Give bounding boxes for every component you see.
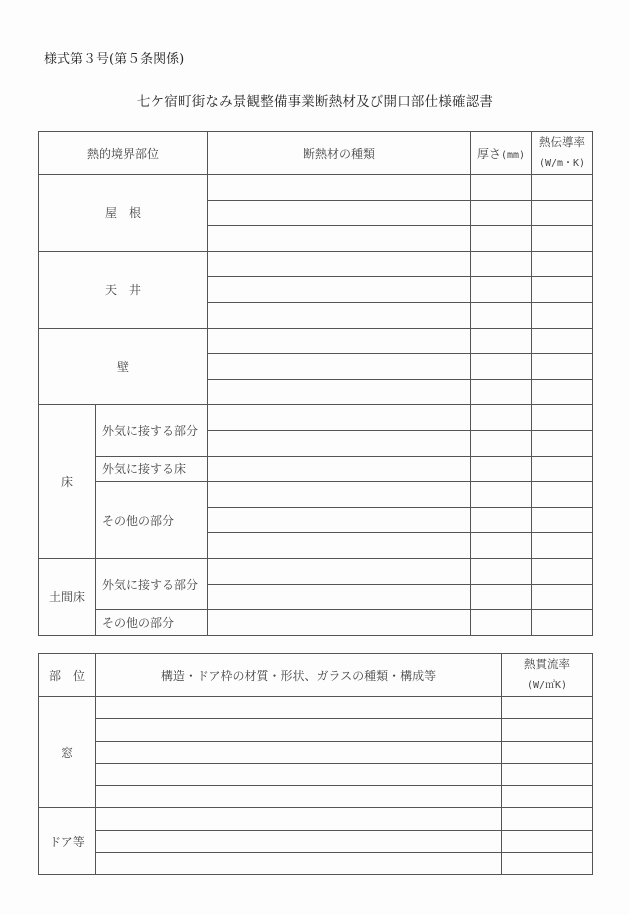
window-spec-cell[interactable]: [96, 697, 502, 719]
floor-conductivity-cell[interactable]: [532, 507, 593, 533]
window-spec-cell[interactable]: [96, 719, 502, 741]
section-wall: 壁: [39, 328, 208, 405]
roof-thickness-cell[interactable]: [471, 175, 532, 201]
header-thickness: 厚さ(mm): [471, 132, 532, 175]
header-insulation-type: 断熱材の種類: [208, 132, 471, 175]
floor-conductivity-cell[interactable]: [532, 533, 593, 559]
wall-thickness-cell[interactable]: [471, 379, 532, 405]
wall-material-cell[interactable]: [208, 379, 471, 405]
roof-thickness-cell[interactable]: [471, 226, 532, 252]
floor-material-cell[interactable]: [208, 430, 471, 456]
floor-material-cell[interactable]: [208, 507, 471, 533]
floor-conductivity-cell[interactable]: [532, 482, 593, 508]
document-title: 七ケ宿町街なみ景観整備事業断熱材及び開口部仕様確認書: [136, 94, 494, 110]
earth-floor-conductivity-cell[interactable]: [532, 610, 593, 636]
section-window: 窓: [39, 697, 96, 808]
wall-material-cell[interactable]: [208, 328, 471, 354]
floor-material-cell[interactable]: [208, 533, 471, 559]
ceiling-conductivity-cell[interactable]: [532, 302, 593, 328]
earth-floor-material-cell[interactable]: [208, 610, 471, 636]
window-spec-cell[interactable]: [96, 763, 502, 785]
header-conductivity: 熱伝導率 (W/m・K): [532, 132, 593, 175]
ceiling-material-cell[interactable]: [208, 251, 471, 277]
earth-floor-conductivity-cell[interactable]: [532, 558, 593, 584]
form-number: 様式第３号(第５条関係): [44, 52, 185, 67]
floor-thickness-cell[interactable]: [471, 533, 532, 559]
window-transmittance-cell[interactable]: [502, 697, 593, 719]
roof-material-cell[interactable]: [208, 226, 471, 252]
floor-outside-floor-label: 外気に接する床: [96, 456, 208, 482]
door-transmittance-cell[interactable]: [502, 853, 593, 875]
header-transmittance: 熱貫流率 (W/㎡K): [502, 654, 593, 697]
earth-floor-material-cell[interactable]: [208, 558, 471, 584]
header-thermal-boundary: 熱的境界部位: [39, 132, 208, 175]
floor-thickness-cell[interactable]: [471, 482, 532, 508]
ceiling-conductivity-cell[interactable]: [532, 277, 593, 303]
window-spec-cell[interactable]: [96, 741, 502, 763]
ceiling-thickness-cell[interactable]: [471, 251, 532, 277]
door-spec-cell[interactable]: [96, 853, 502, 875]
floor-material-cell[interactable]: [208, 482, 471, 508]
floor-other-label: その他の部分: [96, 482, 208, 559]
floor-conductivity-cell[interactable]: [532, 430, 593, 456]
roof-material-cell[interactable]: [208, 175, 471, 201]
door-spec-cell[interactable]: [96, 808, 502, 830]
floor-material-cell[interactable]: [208, 405, 471, 431]
section-door: ドア等: [39, 808, 96, 875]
wall-conductivity-cell[interactable]: [532, 328, 593, 354]
door-transmittance-cell[interactable]: [502, 830, 593, 852]
header-row: [39, 654, 593, 697]
earth-floor-thickness-cell[interactable]: [471, 610, 532, 636]
header-row: [39, 132, 593, 175]
roof-material-cell[interactable]: [208, 200, 471, 226]
header-structure-spec: 構造・ドア枠の材質・形状、ガラスの種類・構成等: [96, 654, 502, 697]
section-floor: 床: [39, 405, 96, 559]
floor-thickness-cell[interactable]: [471, 430, 532, 456]
earth-floor-conductivity-cell[interactable]: [532, 584, 593, 610]
roof-thickness-cell[interactable]: [471, 200, 532, 226]
floor-material-cell[interactable]: [208, 456, 471, 482]
earth-floor-thickness-cell[interactable]: [471, 584, 532, 610]
insulation-spec-table: [38, 131, 593, 636]
section-ceiling: 天 井: [39, 251, 208, 328]
section-earth-floor: 土間床: [39, 558, 96, 635]
earth-floor-outside-part-label: 外気に接する部分: [96, 558, 208, 609]
ceiling-material-cell[interactable]: [208, 302, 471, 328]
floor-conductivity-cell[interactable]: [532, 405, 593, 431]
section-roof: 屋 根: [39, 175, 208, 252]
wall-thickness-cell[interactable]: [471, 328, 532, 354]
window-transmittance-cell[interactable]: [502, 786, 593, 808]
wall-conductivity-cell[interactable]: [532, 379, 593, 405]
floor-conductivity-cell[interactable]: [532, 456, 593, 482]
roof-conductivity-cell[interactable]: [532, 200, 593, 226]
ceiling-thickness-cell[interactable]: [471, 277, 532, 303]
window-transmittance-cell[interactable]: [502, 741, 593, 763]
ceiling-conductivity-cell[interactable]: [532, 251, 593, 277]
header-part: 部 位: [39, 654, 96, 697]
wall-conductivity-cell[interactable]: [532, 354, 593, 380]
wall-material-cell[interactable]: [208, 354, 471, 380]
window-spec-cell[interactable]: [96, 786, 502, 808]
floor-thickness-cell[interactable]: [471, 405, 532, 431]
door-transmittance-cell[interactable]: [502, 808, 593, 830]
ceiling-thickness-cell[interactable]: [471, 302, 532, 328]
floor-outside-part-label: 外気に接する部分: [96, 405, 208, 456]
floor-thickness-cell[interactable]: [471, 507, 532, 533]
earth-floor-thickness-cell[interactable]: [471, 558, 532, 584]
roof-conductivity-cell[interactable]: [532, 175, 593, 201]
earth-floor-other-label: その他の部分: [96, 610, 208, 636]
opening-spec-table: [38, 653, 593, 875]
door-spec-cell[interactable]: [96, 830, 502, 852]
wall-thickness-cell[interactable]: [471, 354, 532, 380]
window-transmittance-cell[interactable]: [502, 719, 593, 741]
window-transmittance-cell[interactable]: [502, 763, 593, 785]
earth-floor-material-cell[interactable]: [208, 584, 471, 610]
ceiling-material-cell[interactable]: [208, 277, 471, 303]
roof-conductivity-cell[interactable]: [532, 226, 593, 252]
floor-thickness-cell[interactable]: [471, 456, 532, 482]
